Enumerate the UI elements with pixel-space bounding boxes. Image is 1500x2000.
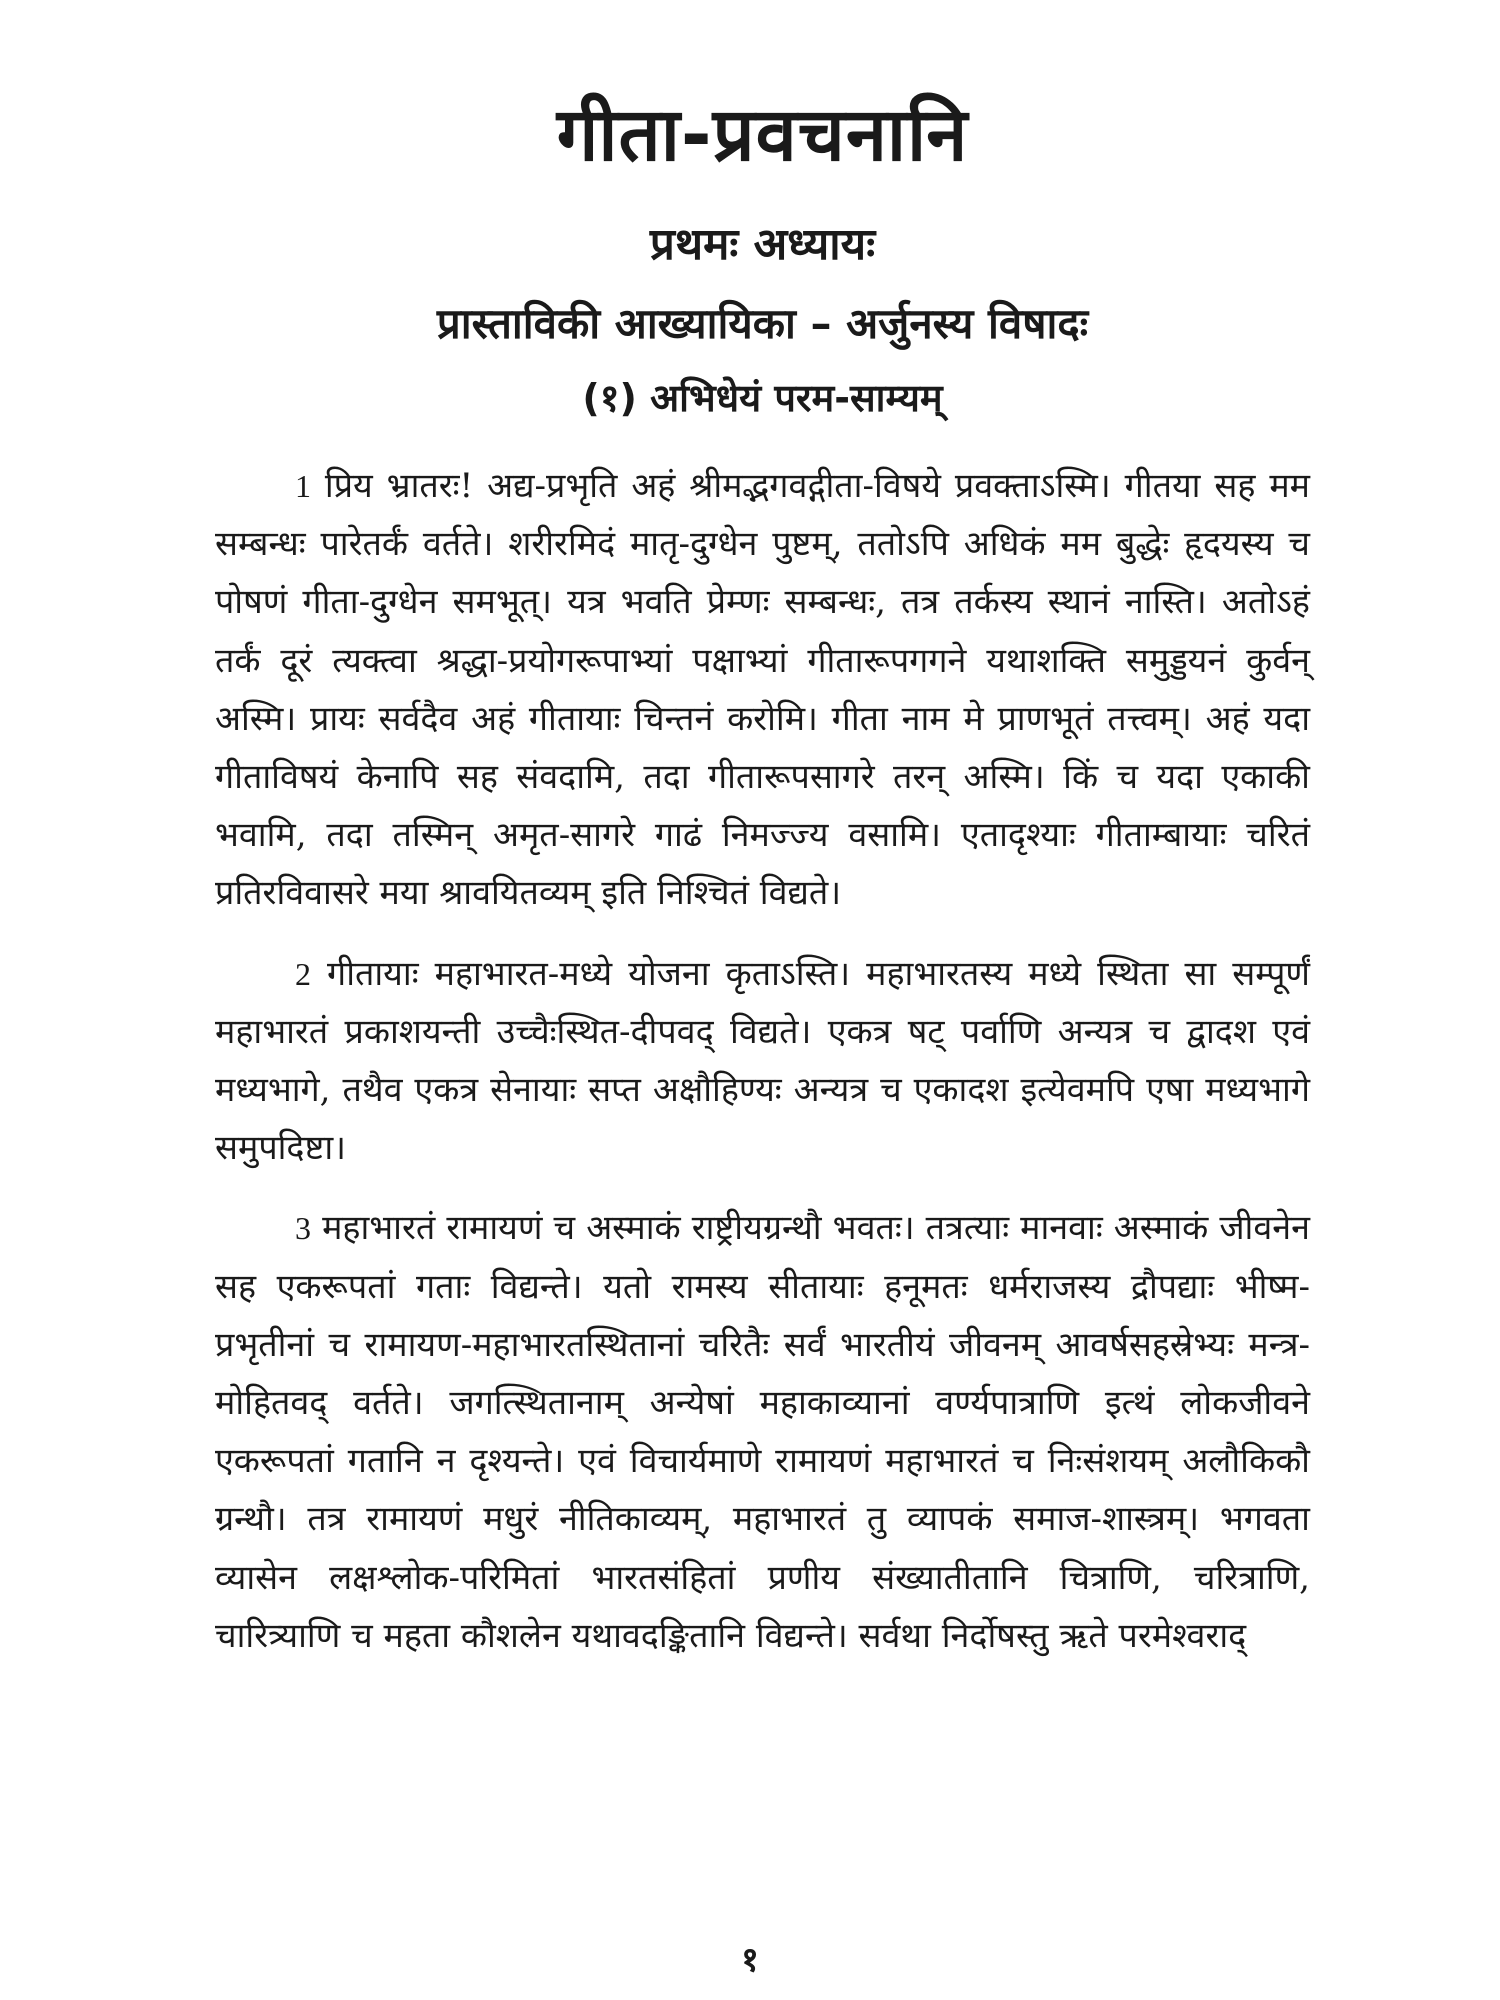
paragraph-text: प्रिय भ्रातरः! अद्य-प्रभृति अहं श्रीमद्भगवद्गीता-विषये प्रवक्ताऽस्मि। गीतया सह मम सम्बन्धः पारेतर्कं वर्तते। शरीरमिदं मातृ-दुग्धेन पुष्टम्, ततोऽपि अधिकं मम बुद्धेः हृदयस्य च पोषणं गीता-दुग्धेन समभूत्। यत्र भवति प्रेम्णः सम्बन्धः, तत्र तर्कस्य स्थानं नास्ति। अतोऽहं तर्कं दूरं त्यक्त्वा श्रद्धा-प्रयोगरूपाभ्यां पक्षाभ्यां गीतारूपगगने यथाशक्ति समुड्डयनं कुर्वन् अस्मि। प्रायः सर्वदैव अहं गीतायाः चिन्तनं करोमि। गीता नाम मे प्राणभूतं तत्त्वम्। अहं यदा गीताविषयं केनापि सह संवदामि, तदा गीतारूपसागरे तरन् अस्मि। किं च यदा एकाकी भवामि, तदा तस्मिन् अमृत-सागरे गाढं निमज्ज्य वसामि। एतादृश्याः गीताम्बायाः चरितं प्रतिरविवासरे मया श्रावयितव्यम् इति निश्चितं विद्यते। — [215, 466, 1310, 914]
paragraph-number: 3 — [295, 1210, 311, 1247]
paragraph-3 — [215, 1199, 1310, 1665]
section-heading: (१) अभिधेयं परम-साम्यम् — [582, 376, 943, 420]
page-number: १ — [741, 1940, 759, 1980]
paragraph-number: 1 — [295, 468, 311, 504]
chapter-heading: प्रथमः अध्यायः — [649, 219, 876, 270]
page-title: गीता-प्रवचनानि — [556, 92, 969, 178]
chapter-subtitle: प्रास्ताविकी आख्यायिका – अर्जुनस्य विषादः — [436, 299, 1089, 348]
paragraph-text: गीतायाः महाभारत-मध्ये योजना कृताऽस्ति। महाभारतस्य मध्ये स्थिता सा सम्पूर्णं महाभारतं प्रकाशयन्ती उच्चैःस्थित-दीपवद् विद्यते। एकत्र षट् पर्वाणि अन्यत्र च द्वादश एवं मध्यभागे, तथैव एकत्र सेनायाः सप्त अक्षौहिण्यः अन्यत्र च एकादश इत्येवमपि एषा मध्यभागे समुपदिष्टा। — [215, 953, 1310, 1169]
paragraph-text: महाभारतं रामायणं च अस्माकं राष्ट्रीयग्रन्थौ भवतः। तत्रत्याः मानवाः अस्माकं जीवनेन सह एकरूपतां गताः विद्यन्ते। यतो रामस्य सीतायाः हनूमतः धर्मराजस्य द्रौपद्याः भीष्म-प्रभृतीनां च रामायण-महाभारतस्थितानां चरितैः सर्वं भारतीयं जीवनम् आवर्षसहस्रेभ्यः मन्त्र-मोहितवद् वर्तते। जगत्स्थितानाम् अन्येषां महाकाव्यानां वर्ण्यपात्राणि इत्थं लोकजीवने एकरूपतां गतानि न दृश्यन्ते। एवं विचार्यमाणे रामायणं महाभारतं च निःसंशयम् अलौकिकौ ग्रन्थौ। तत्र रामायणं मधुरं नीतिकाव्यम्, महाभारतं तु व्यापकं समाज-शास्त्रम्। भगवता व्यासेन लक्षश्लोक-परिमितां भारतसंहितां प्रणीय संख्यातीतानि चित्राणि, चरित्राणि, चारित्र्याणि च महता कौशलेन यथावदङ्कितानि विद्यन्ते। सर्वथा निर्दोषस्तु ऋते परमेश्वराद् — [215, 1208, 1310, 1656]
paragraph-1 — [215, 457, 1310, 923]
paragraph-2 — [215, 945, 1310, 1178]
paragraph-number: 2 — [295, 955, 311, 992]
